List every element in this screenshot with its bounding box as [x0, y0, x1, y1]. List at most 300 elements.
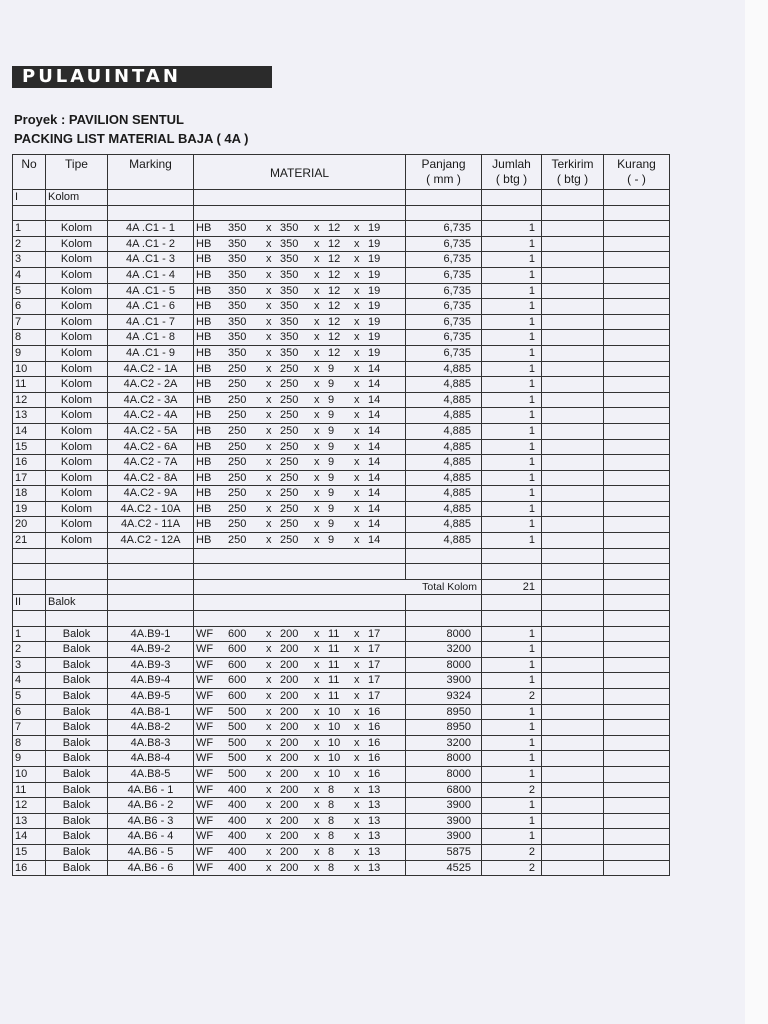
dim-flange: 19 — [368, 268, 381, 281]
blank-cell — [482, 611, 542, 627]
header-kurang — [604, 154, 670, 190]
cell-terkirim — [542, 502, 604, 518]
cell-kurang — [604, 658, 670, 674]
cell-material — [194, 751, 406, 767]
page-edge — [745, 0, 768, 1024]
cell-marking: 4A .C1 - 5 — [108, 284, 194, 300]
cell-tipe: Kolom — [46, 268, 108, 284]
material-spec — [196, 221, 403, 236]
cell-material — [194, 221, 406, 237]
profile-type: WF — [196, 658, 214, 671]
dim-height: 250 — [228, 378, 247, 391]
profile-type: HB — [196, 393, 212, 406]
dim-width: 200 — [280, 814, 299, 827]
dim-flange: 17 — [368, 643, 381, 656]
times-sign: x — [266, 440, 272, 453]
blank-cell — [194, 595, 406, 611]
cell-kurang — [604, 330, 670, 346]
cell-material — [194, 829, 406, 845]
cell-jumlah: 1 — [482, 346, 542, 362]
dim-height: 600 — [228, 658, 247, 671]
blank-cell — [406, 549, 482, 565]
cell-no: 3 — [12, 658, 46, 674]
material-spec — [196, 705, 403, 720]
table-row — [12, 533, 672, 549]
blank-cell — [194, 206, 406, 222]
times-sign: x — [266, 222, 272, 235]
material-spec — [196, 299, 403, 314]
cell-panjang: 6800 — [406, 783, 482, 799]
times-sign: x — [314, 627, 320, 640]
profile-type: HB — [196, 518, 212, 531]
dim-flange: 17 — [368, 674, 381, 687]
blank-cell — [108, 564, 194, 580]
document-title: PACKING LIST MATERIAL BAJA ( 4A ) — [14, 131, 249, 146]
cell-no: 18 — [12, 486, 46, 502]
cell-no: 21 — [12, 533, 46, 549]
cell-jumlah: 2 — [482, 861, 542, 877]
cell-no: 4 — [12, 268, 46, 284]
section-roman: I — [12, 190, 46, 206]
profile-type: HB — [196, 440, 212, 453]
dim-height: 350 — [228, 222, 247, 235]
cell-panjang: 3900 — [406, 814, 482, 830]
times-sign: x — [266, 534, 272, 547]
cell-no: 19 — [12, 502, 46, 518]
blank-cell — [542, 580, 604, 596]
times-sign: x — [354, 237, 360, 250]
table-row — [12, 330, 672, 346]
dim-web: 11 — [328, 690, 340, 702]
times-sign: x — [314, 268, 320, 281]
dim-height: 350 — [228, 253, 247, 266]
cell-terkirim — [542, 268, 604, 284]
cell-material — [194, 486, 406, 502]
blank-cell — [108, 190, 194, 206]
cell-terkirim — [542, 362, 604, 378]
material-spec — [196, 861, 403, 876]
cell-tipe: Kolom — [46, 408, 108, 424]
dim-width: 350 — [280, 222, 299, 235]
cell-no: 2 — [12, 237, 46, 253]
table-row — [12, 689, 672, 705]
cell-jumlah: 1 — [482, 517, 542, 533]
cell-no: 4 — [12, 673, 46, 689]
cell-kurang — [604, 502, 670, 518]
times-sign: x — [314, 799, 320, 812]
cell-terkirim — [542, 736, 604, 752]
dim-height: 250 — [228, 393, 247, 406]
dim-height: 350 — [228, 331, 247, 344]
times-sign: x — [314, 331, 320, 344]
header-tipe: Tipe — [46, 154, 108, 190]
cell-material — [194, 720, 406, 736]
dim-width: 200 — [280, 658, 299, 671]
times-sign: x — [354, 705, 360, 718]
dim-height: 600 — [228, 627, 247, 640]
times-sign: x — [314, 409, 320, 422]
cell-kurang — [604, 627, 670, 643]
times-sign: x — [266, 471, 272, 484]
material-spec — [196, 673, 403, 688]
dim-web: 11 — [328, 627, 340, 640]
cell-terkirim — [542, 440, 604, 456]
cell-jumlah: 1 — [482, 533, 542, 549]
times-sign: x — [354, 752, 360, 765]
table-row — [12, 861, 672, 877]
cell-no: 8 — [12, 736, 46, 752]
cell-marking: 4A.B9-1 — [108, 627, 194, 643]
cell-tipe: Kolom — [46, 393, 108, 409]
total-value: 21 — [482, 580, 542, 596]
cell-panjang: 4,885 — [406, 486, 482, 502]
profile-type: WF — [196, 643, 214, 656]
cell-marking: 4A.C2 - 6A — [108, 440, 194, 456]
times-sign: x — [354, 268, 360, 281]
cell-marking: 4A.B8-1 — [108, 705, 194, 721]
dim-height: 350 — [228, 284, 247, 297]
cell-terkirim — [542, 673, 604, 689]
cell-material — [194, 455, 406, 471]
dim-height: 250 — [228, 409, 247, 422]
dim-web: 9 — [328, 440, 335, 453]
cell-no: 10 — [12, 767, 46, 783]
times-sign: x — [354, 284, 360, 297]
dim-width: 200 — [280, 690, 299, 702]
profile-type: WF — [196, 690, 214, 702]
cell-material — [194, 658, 406, 674]
cell-no: 6 — [12, 705, 46, 721]
dim-height: 500 — [228, 752, 247, 765]
times-sign: x — [314, 643, 320, 656]
dim-width: 350 — [280, 331, 299, 344]
times-sign: x — [266, 284, 272, 297]
profile-type: HB — [196, 409, 212, 422]
cell-kurang — [604, 346, 670, 362]
table-row — [12, 627, 672, 643]
cell-no: 10 — [12, 362, 46, 378]
times-sign: x — [266, 487, 272, 500]
dim-height: 350 — [228, 237, 247, 250]
cell-tipe: Balok — [46, 705, 108, 721]
profile-type: WF — [196, 721, 214, 734]
times-sign: x — [354, 409, 360, 422]
dim-width: 200 — [280, 752, 299, 765]
section-roman: II — [12, 595, 46, 611]
cell-tipe: Balok — [46, 814, 108, 830]
dim-web: 8 — [328, 830, 335, 843]
profile-type: HB — [196, 362, 212, 375]
dim-flange: 19 — [368, 222, 381, 235]
cell-no: 9 — [12, 346, 46, 362]
dim-width: 200 — [280, 736, 299, 749]
dim-width: 250 — [280, 409, 299, 422]
dim-width: 250 — [280, 424, 299, 437]
cell-terkirim — [542, 861, 604, 877]
table-row — [12, 814, 672, 830]
cell-kurang — [604, 471, 670, 487]
dim-web: 12 — [328, 346, 341, 359]
cell-terkirim — [542, 751, 604, 767]
dim-flange: 16 — [368, 736, 381, 749]
blank-cell — [12, 206, 46, 222]
table-row — [12, 455, 672, 471]
cell-terkirim — [542, 783, 604, 799]
times-sign: x — [354, 300, 360, 313]
dim-height: 400 — [228, 814, 247, 827]
times-sign: x — [266, 268, 272, 281]
times-sign: x — [266, 253, 272, 266]
dim-web: 9 — [328, 362, 335, 375]
cell-tipe: Kolom — [46, 284, 108, 300]
cell-terkirim — [542, 284, 604, 300]
table-row — [12, 408, 672, 424]
times-sign: x — [266, 378, 272, 391]
cell-material — [194, 284, 406, 300]
table-row — [12, 221, 672, 237]
times-sign: x — [314, 300, 320, 313]
cell-marking: 4A .C1 - 6 — [108, 299, 194, 315]
material-spec — [196, 517, 403, 532]
cell-kurang — [604, 517, 670, 533]
material-spec — [196, 252, 403, 267]
times-sign: x — [266, 752, 272, 765]
times-sign: x — [354, 424, 360, 437]
dim-web: 8 — [328, 799, 335, 812]
cell-terkirim — [542, 720, 604, 736]
cell-tipe: Balok — [46, 767, 108, 783]
profile-type: HB — [196, 237, 212, 250]
cell-tipe: Kolom — [46, 502, 108, 518]
header-kurang-label: Kurang — [617, 157, 656, 171]
project-title: Proyek : PAVILION SENTUL — [14, 112, 184, 127]
table-row — [12, 362, 672, 378]
times-sign: x — [354, 721, 360, 734]
cell-tipe: Kolom — [46, 424, 108, 440]
times-sign: x — [354, 502, 360, 515]
header-terkirim — [542, 154, 604, 190]
dim-height: 600 — [228, 690, 247, 702]
cell-marking: 4A.C2 - 12A — [108, 533, 194, 549]
material-spec — [196, 440, 403, 455]
table-row — [12, 705, 672, 721]
dim-width: 200 — [280, 643, 299, 656]
times-sign: x — [354, 331, 360, 344]
cell-jumlah: 1 — [482, 798, 542, 814]
cell-tipe: Balok — [46, 689, 108, 705]
cell-kurang — [604, 845, 670, 861]
cell-terkirim — [542, 642, 604, 658]
cell-kurang — [604, 533, 670, 549]
cell-tipe: Balok — [46, 673, 108, 689]
blank-cell — [108, 580, 194, 596]
cell-material — [194, 471, 406, 487]
table-row — [12, 440, 672, 456]
dim-web: 12 — [328, 222, 341, 235]
cell-jumlah: 1 — [482, 362, 542, 378]
cell-no: 5 — [12, 689, 46, 705]
times-sign: x — [354, 736, 360, 749]
material-spec — [196, 502, 403, 517]
cell-material — [194, 330, 406, 346]
table-row — [12, 767, 672, 783]
dim-flange: 17 — [368, 627, 381, 640]
times-sign: x — [314, 284, 320, 297]
material-spec — [196, 627, 403, 642]
packing-list-table — [12, 154, 672, 876]
table-row — [12, 751, 672, 767]
times-sign: x — [266, 456, 272, 469]
dim-height: 250 — [228, 502, 247, 515]
table-row — [12, 502, 672, 518]
cell-material — [194, 533, 406, 549]
times-sign: x — [354, 799, 360, 812]
dim-height: 250 — [228, 471, 247, 484]
blank-cell — [604, 564, 670, 580]
cell-panjang: 6,735 — [406, 221, 482, 237]
times-sign: x — [266, 409, 272, 422]
material-spec — [196, 829, 403, 844]
blank-cell — [12, 611, 46, 627]
cell-kurang — [604, 767, 670, 783]
profile-type: HB — [196, 315, 212, 328]
times-sign: x — [314, 237, 320, 250]
dim-width: 250 — [280, 393, 299, 406]
cell-marking: 4A.B6 - 5 — [108, 845, 194, 861]
cell-material — [194, 408, 406, 424]
times-sign: x — [314, 736, 320, 749]
cell-tipe: Kolom — [46, 346, 108, 362]
cell-material — [194, 377, 406, 393]
cell-marking: 4A.B6 - 2 — [108, 798, 194, 814]
dim-web: 9 — [328, 424, 335, 437]
table-row — [12, 517, 672, 533]
profile-type: WF — [196, 783, 214, 796]
profile-type: WF — [196, 752, 214, 765]
cell-panjang: 6,735 — [406, 252, 482, 268]
cell-terkirim — [542, 705, 604, 721]
times-sign: x — [266, 643, 272, 656]
cell-terkirim — [542, 424, 604, 440]
cell-panjang: 4,885 — [406, 393, 482, 409]
cell-material — [194, 315, 406, 331]
profile-type: HB — [196, 268, 212, 281]
dim-web: 8 — [328, 861, 335, 874]
cell-marking: 4A.C2 - 3A — [108, 393, 194, 409]
times-sign: x — [266, 362, 272, 375]
times-sign: x — [354, 643, 360, 656]
cell-kurang — [604, 642, 670, 658]
cell-panjang: 4525 — [406, 861, 482, 877]
cell-kurang — [604, 221, 670, 237]
times-sign: x — [314, 253, 320, 266]
cell-panjang: 4,885 — [406, 455, 482, 471]
times-sign: x — [354, 861, 360, 874]
dim-width: 200 — [280, 799, 299, 812]
cell-material — [194, 237, 406, 253]
dim-web: 9 — [328, 534, 335, 547]
table-row — [12, 393, 672, 409]
cell-material — [194, 346, 406, 362]
cell-panjang: 3200 — [406, 736, 482, 752]
times-sign: x — [314, 222, 320, 235]
profile-type: HB — [196, 471, 212, 484]
dim-flange: 14 — [368, 362, 381, 375]
cell-marking: 4A.C2 - 7A — [108, 455, 194, 471]
cell-no: 12 — [12, 393, 46, 409]
times-sign: x — [266, 814, 272, 827]
header-material: MATERIAL — [194, 154, 406, 190]
cell-material — [194, 767, 406, 783]
times-sign: x — [314, 674, 320, 687]
times-sign: x — [314, 658, 320, 671]
cell-kurang — [604, 705, 670, 721]
blank-cell — [604, 580, 670, 596]
dim-width: 250 — [280, 471, 299, 484]
material-spec — [196, 736, 403, 751]
times-sign: x — [354, 518, 360, 531]
cell-terkirim — [542, 689, 604, 705]
cell-material — [194, 642, 406, 658]
dim-width: 200 — [280, 674, 299, 687]
cell-jumlah: 1 — [482, 658, 542, 674]
cell-tipe: Kolom — [46, 315, 108, 331]
material-spec — [196, 315, 403, 330]
material-spec — [196, 658, 403, 673]
dim-height: 250 — [228, 456, 247, 469]
cell-material — [194, 814, 406, 830]
header-terkirim-unit: ( btg ) — [556, 172, 589, 186]
blank-cell — [406, 206, 482, 222]
profile-type: WF — [196, 830, 214, 843]
cell-panjang: 4,885 — [406, 471, 482, 487]
blank-cell — [46, 611, 108, 627]
material-spec — [196, 237, 403, 252]
times-sign: x — [314, 378, 320, 391]
cell-panjang: 4,885 — [406, 502, 482, 518]
dim-width: 350 — [280, 346, 299, 359]
profile-type: WF — [196, 861, 214, 874]
blank-row — [12, 549, 672, 565]
cell-jumlah: 1 — [482, 284, 542, 300]
times-sign: x — [354, 253, 360, 266]
dim-web: 8 — [328, 783, 335, 796]
times-sign: x — [354, 440, 360, 453]
times-sign: x — [354, 690, 360, 702]
cell-kurang — [604, 783, 670, 799]
cell-kurang — [604, 455, 670, 471]
cell-no: 17 — [12, 471, 46, 487]
cell-panjang: 6,735 — [406, 299, 482, 315]
dim-web: 10 — [328, 752, 341, 765]
times-sign: x — [314, 518, 320, 531]
material-spec — [196, 408, 403, 423]
dim-flange: 19 — [368, 300, 381, 313]
cell-marking: 4A .C1 - 4 — [108, 268, 194, 284]
cell-material — [194, 845, 406, 861]
times-sign: x — [354, 845, 360, 858]
profile-type: HB — [196, 487, 212, 500]
cell-no: 11 — [12, 783, 46, 799]
times-sign: x — [314, 721, 320, 734]
times-sign: x — [266, 721, 272, 734]
cell-jumlah: 1 — [482, 705, 542, 721]
times-sign: x — [266, 845, 272, 858]
material-spec — [196, 689, 403, 704]
cell-panjang: 4,885 — [406, 362, 482, 378]
material-spec — [196, 377, 403, 392]
dim-width: 250 — [280, 518, 299, 531]
